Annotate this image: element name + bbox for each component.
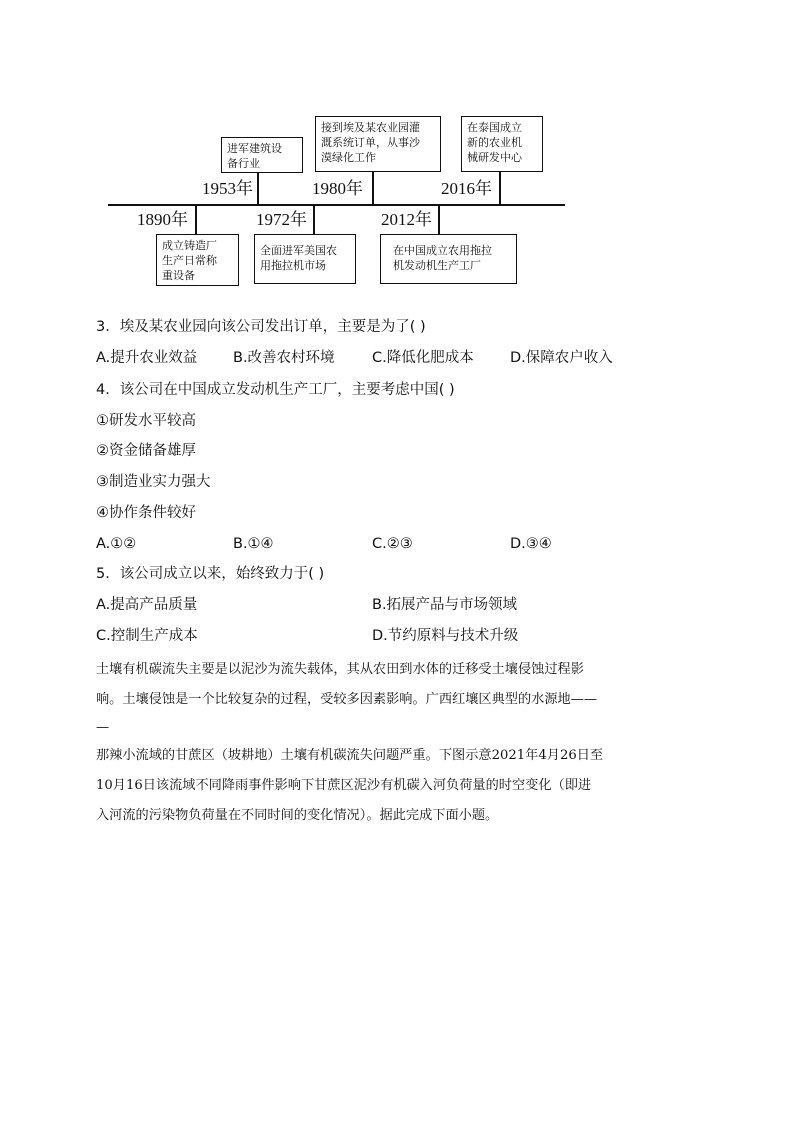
year-label-2012: 2012年 xyxy=(381,210,432,229)
tick-1980 xyxy=(372,172,374,204)
question-4-statement-1: ①研发水平较高 xyxy=(96,413,196,429)
event-box-1953: 进军建筑设 备行业 xyxy=(221,137,303,173)
passage-line-3: — xyxy=(96,720,110,735)
question-3-option-a: A.提升农业效益 xyxy=(96,350,198,366)
question-4-option-c: C.②③ xyxy=(372,536,413,552)
passage-line-4: 那辣小流域的甘蔗区（坡耕地）土壤有机碳流失问题严重。下图示意2021年4月26日至 xyxy=(96,748,604,763)
year-label-1972: 1972年 xyxy=(256,210,307,229)
event-box-2016: 在泰国成立 新的农业机 械研发中心 xyxy=(461,116,543,172)
tick-1972 xyxy=(313,206,315,234)
event-box-1890: 成立铸造厂 生产日常称 重设备 xyxy=(156,234,239,286)
passage-line-6: 入河流的污染物负荷量在不同时间的变化情况）。据此完成下面小题。 xyxy=(96,808,499,823)
year-label-2016: 2016年 xyxy=(441,179,492,198)
passage-line-1: 土壤有机碳流失主要是以泥沙为流失载体，其从农田到水体的迁移受土壤侵蚀过程影 xyxy=(96,662,584,677)
tick-2012 xyxy=(438,206,440,234)
question-5-stem: 5．该公司成立以来，始终致力于( ) xyxy=(96,566,325,582)
passage-line-5: 10月16日该流域不同降雨事件影响下甘蔗区泥沙有机碳入河负荷量的时空变化（即进 xyxy=(96,778,592,793)
question-4-option-a: A.①② xyxy=(96,536,137,552)
question-4-statement-2: ②资金储备雄厚 xyxy=(96,443,196,459)
question-3-stem: 3．埃及某农业园向该公司发出订单，主要是为了( ) xyxy=(96,319,426,335)
event-box-1972: 全面进军美国农 用拖拉机市场 xyxy=(254,234,356,284)
question-5-option-d: D.节约原料与技术升级 xyxy=(372,628,519,644)
tick-2016 xyxy=(499,172,501,204)
question-5-option-b: B.拓展产品与市场领域 xyxy=(372,597,518,613)
tick-1890 xyxy=(195,206,197,234)
question-4-stem: 4．该公司在中国成立发动机生产工厂，主要考虑中国( ) xyxy=(96,382,455,398)
question-4-option-d: D.③④ xyxy=(510,536,552,552)
tick-1953 xyxy=(257,172,259,204)
year-label-1953: 1953年 xyxy=(202,179,253,198)
question-3-option-c: C.降低化肥成本 xyxy=(372,350,474,366)
year-label-1890: 1890年 xyxy=(137,210,188,229)
timeline-figure xyxy=(0,0,794,300)
reading-passage xyxy=(96,655,706,831)
question-4-statement-4: ④协作条件较好 xyxy=(96,505,196,521)
question-5-option-c: C.控制生产成本 xyxy=(96,628,198,644)
question-3-option-b: B.改善农村环境 xyxy=(233,350,335,366)
event-box-2012: 在中国成立农用拖拉 机发动机生产工厂 xyxy=(380,234,517,284)
year-label-1980: 1980年 xyxy=(312,179,363,198)
question-4-option-b: B.①④ xyxy=(233,536,274,552)
question-4-statement-3: ③制造业实力强大 xyxy=(96,474,211,490)
question-5-option-a: A.提高产品质量 xyxy=(96,597,198,613)
timeline-axis xyxy=(108,204,565,206)
event-box-1980: 接到埃及某农业园灌 溉系统订单，从事沙 漠绿化工作 xyxy=(315,116,441,172)
question-3-option-d: D.保障农户收入 xyxy=(510,350,613,366)
passage-line-2: 响。土壤侵蚀是一个比较复杂的过程，受较多因素影响。广西红壤区典型的水源地—— xyxy=(96,692,598,707)
